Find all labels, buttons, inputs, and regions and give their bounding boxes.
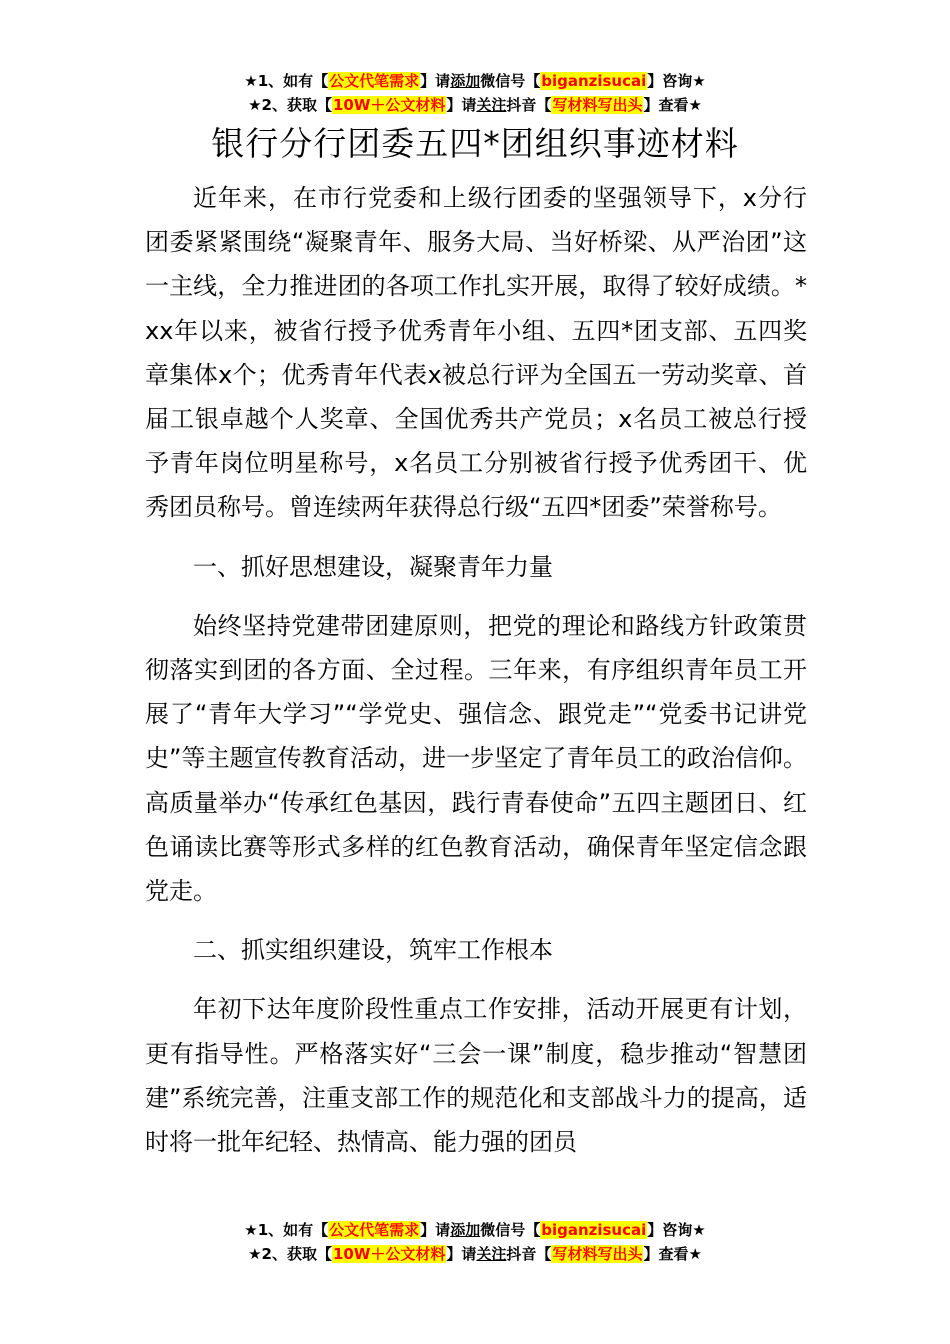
banner-line-2: ★2、获取【10W＋公文材料】请关注抖音【写材料写出头】查看★	[248, 96, 702, 114]
highlight-materials: 10W＋公文材料	[332, 96, 446, 114]
paragraph-section-1: 始终坚持党建带团建原则，把党的理论和路线方针政策贯彻落实到团的各方面、全过程。三年来，有序组织青年员工开展了“青年大学习”“学党史、强信念、跟党走”“党委书记讲党史”等主题宣传教育活动，进一步坚定了青年员工的政治信仰。高质量举办“传承红色基因，践行青春使命”五四主题团日、红色诵读比赛等形式多样的红色教育活动，确保青年坚定信念跟党走。	[145, 611, 807, 906]
banner-line-1: ★1、如有【公文代笔需求】请添加微信号【biganzisucai】咨询★	[244, 72, 706, 90]
highlight-wechat-id: biganzisucai	[541, 72, 647, 90]
paragraph-section-2: 年初下达年度阶段性重点工作安排，活动开展更有计划，更有指导性。严格落实好“三会一课”制度，稳步推动“智慧团建”系统完善，注重支部工作的规范化和支部战斗力的提高，适时将一批年纪轻、热情高、能力强的团员	[145, 995, 807, 1157]
banner-line-1: ★1、如有【公文代笔需求】请添加微信号【biganzisucai】咨询★	[244, 1221, 706, 1239]
section-heading-2: 二、抓实组织建设，筑牢工作根本	[193, 936, 553, 965]
section-heading-1: 一、抓好思想建设，凝聚青年力量	[193, 552, 553, 581]
document-title: 银行分行团委五四*团组织事迹材料	[211, 124, 739, 163]
banner-line-2: ★2、获取【10W＋公文材料】请关注抖音【写材料写出头】查看★	[248, 1245, 702, 1263]
highlight-douyin-account: 写材料写出头	[552, 96, 643, 114]
highlight-materials: 10W＋公文材料	[332, 1245, 446, 1263]
highlight-ghostwriting: 公文代笔需求	[329, 1221, 420, 1239]
paragraph-intro: 近年来，在市行党委和上级行团委的坚强领导下，x分行团委紧紧围绕“凝聚青年、服务大局、当好桥梁、从严治团”这一主线，全力推进团的各项工作扎实开展，取得了较好成绩。*xx年以来，被省行授予优秀青年小组、五四*团支部、五四奖章集体x个；优秀青年代表x被总行评为全国五一劳动奖章、首届工银卓越个人奖章、全国优秀共产党员；x名员工被总行授予青年岗位明星称号，x名员工分别被省行授予优秀团干、优秀团员称号。曾连续两年获得总行级“五四*团委”荣誉称号。	[145, 184, 807, 522]
header-banner	[0, 69, 950, 117]
footer-banner	[0, 1218, 950, 1266]
document-body	[145, 176, 807, 1164]
highlight-wechat-id: biganzisucai	[541, 1221, 647, 1239]
highlight-ghostwriting: 公文代笔需求	[329, 72, 420, 90]
highlight-douyin-account: 写材料写出头	[552, 1245, 643, 1263]
